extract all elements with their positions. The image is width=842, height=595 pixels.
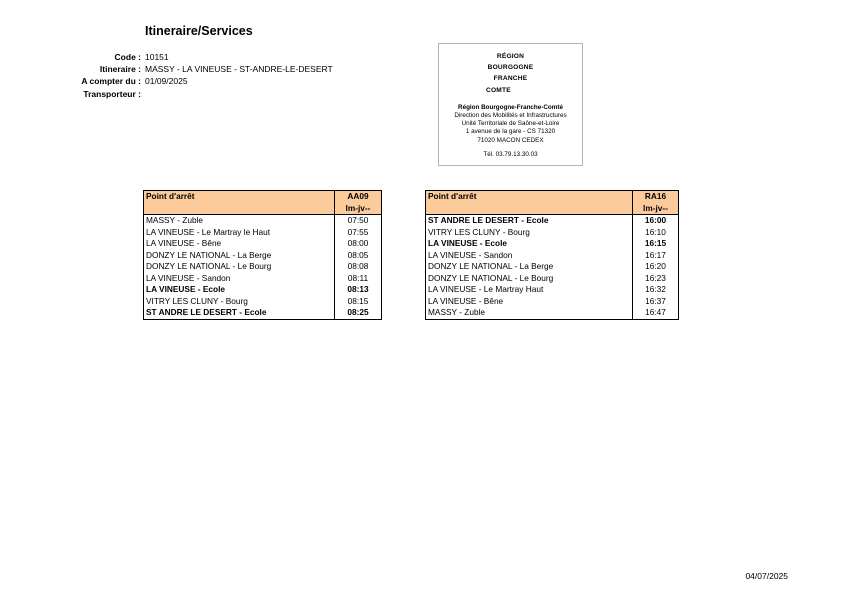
table-row [426,273,679,285]
service-code: RA16 [644,191,667,201]
table-row [426,284,679,296]
code-label: Code : [114,52,141,62]
stop-time: 16:00 [644,215,667,225]
stop-name: DONZY LE NATIONAL - La Berge [144,250,335,262]
table-row [426,307,679,319]
stop-time: 16:10 [645,226,666,237]
table-row [426,261,679,273]
info-row-carrier [60,88,333,100]
stop-name: DONZY LE NATIONAL - Le Bourg [144,261,335,273]
stop-time: 16:15 [644,238,667,248]
region-name: Région Bourgogne-Franche-Comté [458,103,563,111]
stop-time: 08:00 [347,238,369,248]
table-row [426,296,679,308]
stop-time: 08:15 [347,295,369,306]
start-date-value: 01/09/2025 [145,76,188,87]
table-row [144,284,382,296]
stop-name: LA VINEUSE - Le Martray le Haut [144,227,335,239]
logo-line-1: RÉGION [496,53,525,60]
info-row-code [60,51,333,63]
schedule-table-ra16 [425,190,679,320]
start-date-label: A compter du : [81,76,141,87]
region-address-line-2: 71020 MACON CEDEX [477,136,544,144]
table-row [144,261,382,273]
table-row [144,250,382,262]
route-label: Itineraire : [99,64,141,75]
region-unit: Unité Territoriale de Saône-et-Loire [461,120,560,128]
service-code: AA09 [347,191,369,201]
carrier-label: Transporteur : [83,88,141,99]
stop-time: 16:32 [645,284,666,294]
stop-name: VITRY LES CLUNY - Bourg [426,227,633,239]
stop-name: VITRY LES CLUNY - Bourg [144,296,335,308]
service-days: lm-jv-- [643,202,668,213]
table-row [144,273,382,285]
schedule-table-aa09 [143,190,382,320]
stop-time: 08:08 [347,261,369,271]
print-date: 04/07/2025 [745,571,788,581]
route-info [60,51,333,100]
info-row-route [60,63,333,75]
stop-name: DONZY LE NATIONAL - La Berge [426,261,633,273]
stop-time: 08:13 [347,284,369,294]
region-phone: Tél. 03.79.13.30.03 [483,150,538,158]
column-header-stop: Point d'arrêt [426,191,633,215]
column-header-stop: Point d'arrêt [144,191,335,215]
stop-name: MASSY - Zuble [144,215,335,227]
stop-name: MASSY - Zuble [426,307,633,319]
stop-name: LA VINEUSE - Ecole [144,284,335,296]
region-logo [439,44,582,96]
page-title: Itineraire/Services [145,24,253,38]
stop-time: 08:25 [347,307,369,317]
table-header-row [426,191,679,215]
table-header-row [144,191,382,215]
stop-time: 16:20 [645,261,666,271]
stop-name: LA VINEUSE - Sandon [144,273,335,285]
stop-name: DONZY LE NATIONAL - Le Bourg [426,273,633,285]
stop-name: LA VINEUSE - Bêne [144,238,335,250]
region-logo-block [438,43,583,166]
stop-time: 08:11 [347,272,369,283]
stop-name: LA VINEUSE - Ecole [426,238,633,250]
region-address-line-1: 1 avenue de la gare - CS 71320 [465,128,556,136]
table-row [144,215,382,227]
stop-time: 16:37 [645,295,666,306]
stop-name: ST ANDRE LE DESERT - Ecole [426,215,633,227]
info-row-start-date [60,75,333,87]
stop-time: 16:17 [645,249,666,260]
service-days: lm-jv-- [345,202,371,213]
logo-line-4: COMTE [486,86,511,94]
stop-name: LA VINEUSE - Le Martray Haut [426,284,633,296]
stop-time: 16:23 [645,272,666,283]
table-row [144,238,382,250]
region-department: Direction des Mobilités et Infrastructures [454,111,567,119]
column-header-service [335,191,382,215]
stop-name: LA VINEUSE - Sandon [426,250,633,262]
table-row [426,215,679,227]
logo-line-2: BOURGOGNE [487,64,534,72]
table-row [144,227,382,239]
stop-time: 08:05 [347,249,369,260]
stop-time: 07:55 [347,226,369,237]
table-row [426,238,679,250]
stop-time: 16:47 [645,307,666,317]
stop-time: 07:50 [347,215,369,225]
code-value: 10151 [145,52,169,62]
table-row [426,227,679,239]
route-value: MASSY - LA VINEUSE - ST-ANDRE-LE-DESERT [145,64,333,75]
table-row [144,296,382,308]
table-row [144,307,382,319]
stop-name: ST ANDRE LE DESERT - Ecole [144,307,335,319]
column-header-service [633,191,679,215]
table-row [426,250,679,262]
logo-line-3: FRANCHE [493,75,528,83]
stop-name: LA VINEUSE - Bêne [426,296,633,308]
